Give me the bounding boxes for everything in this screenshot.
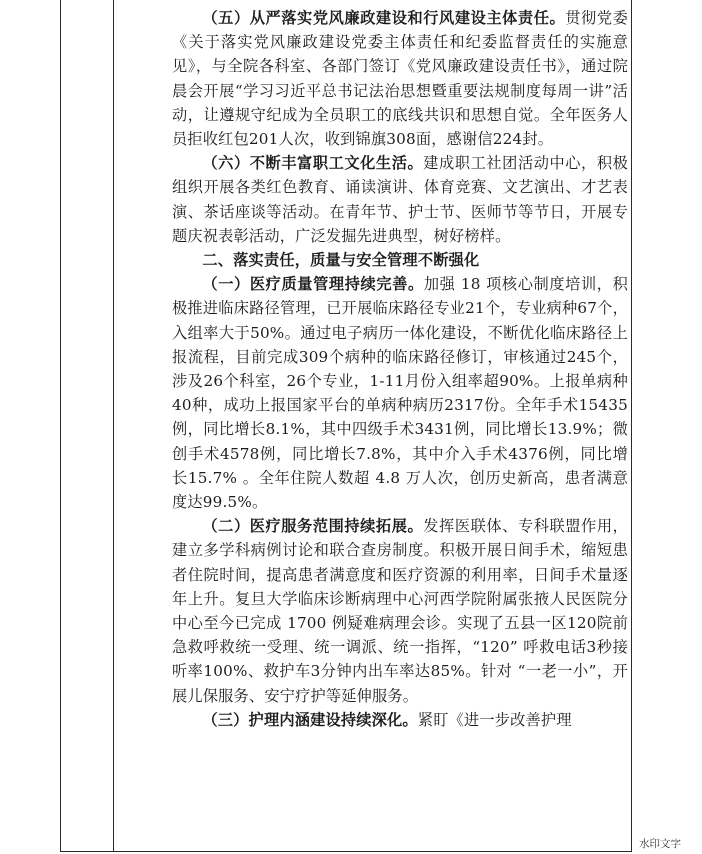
paragraph-body: 发挥医联体、专科联盟作用，建立多学科病例讨论和联合查房制度。积极开展日间手术，缩短患者住院时间，提高患者满意度和医疗资源的利用率，日间手术量逐年上升。复旦大学临床诊断病理中心河西学院附属张掖人民医院分中心至今已完成 1700 例疑难病理会诊。实现了五县一区120院前急救呼救统一受理、统一调派、统一指挥，“120” 呼救电话3秒接听率100%、救护车3分钟内出车率达85%。针对 “一老一小”，开展儿保服务、安宁疗护等延伸服务。 xyxy=(172,517,628,705)
watermark-text: 水印文字 xyxy=(639,838,681,850)
paragraph-lead: （二）医疗服务范围持续拓展。 xyxy=(202,517,424,536)
paragraph-quality-management xyxy=(172,272,628,514)
paragraph-body: 贯彻党委《关于落实党风廉政建设党委主体责任和纪委监督责任的实施意见》，与全院各科室、各部门签订《党风廉政建设责任书》，通过院晨会开展“学习习近平总书记法治思想暨重要法规制度每周一讲”活动，让遵规守纪成为全员职工的底线共识和思想自觉。全年医务人员拒收红包201人次，收到锦旗308面，感谢信224封。 xyxy=(172,9,628,149)
paragraph-body: 紧盯《进一步改善护理 xyxy=(417,710,572,729)
paragraph-service-scope xyxy=(172,514,628,708)
paragraph-body: 加强 18 项核心制度培训，积极推进临床路径管理，已开展临床路径专业21个，专业病种67个，入组率大于50%。通过电子病历一体化建设，不断优化临床路径上报流程，目前完成309个病种的临床路径修订，审核通过245个，涉及26个科室，26个专业，1-11月份入组率超90%。上报单病种40种，成功上报国家平台的单病种病历2317份。全年手术15435例，同比增长8.1%，其中四级手术3431例，同比增长13.9%；微创手术4578例，同比增长7.8%，其中介入手术4376例，同比增长15.7% 。全年住院人数超 4.8 万人次，创历史新高，患者满意度达99.5%。 xyxy=(172,275,628,512)
section-heading: 二、落实责任，质量与安全管理不断强化 xyxy=(202,251,480,270)
paragraph-lead: （一）医疗质量管理持续完善。 xyxy=(202,275,424,294)
paragraph-lead: （五）从严落实党风廉政建设和行风建设主体责任。 xyxy=(202,9,566,27)
paragraph-party-integrity xyxy=(172,6,628,151)
column-divider xyxy=(113,0,114,852)
paragraph-lead: （六）不断丰富职工文化生活。 xyxy=(202,154,424,173)
paragraph-body: 建成职工社团活动中心，积极组织开展各类红色教育、诵读演讲、体育竞赛、文艺演出、才艺表演、茶话座谈等活动。在青年节、护士节、医师节等节日，开展专题庆祝表彰活动，广泛发掘先进典型，树好榜样。 xyxy=(172,154,628,245)
paragraph-nursing xyxy=(172,708,628,732)
report-content xyxy=(172,6,628,732)
paragraph-lead: （三）护理内涵建设持续深化。 xyxy=(202,710,418,729)
paragraph-staff-culture xyxy=(172,151,628,248)
